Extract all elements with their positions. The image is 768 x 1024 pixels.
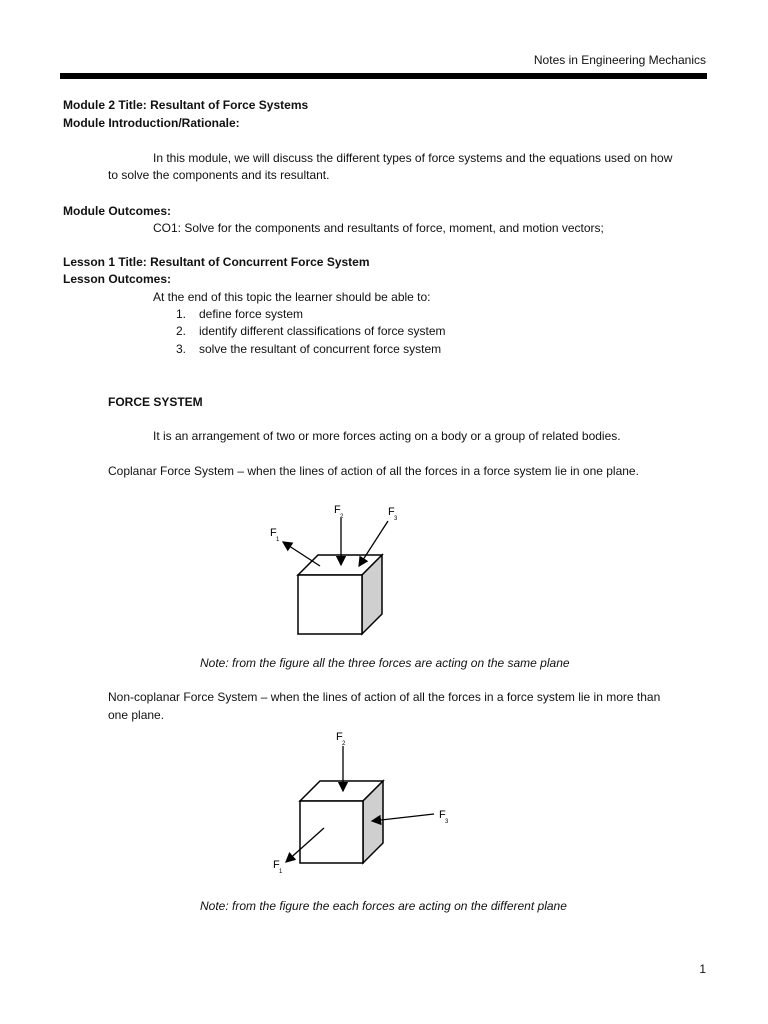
- coplanar-note: Note: from the figure all the three forces are acting on the same plane: [200, 656, 570, 670]
- noncoplanar-cube-figure: [260, 724, 460, 880]
- module-outcomes-heading: Module Outcomes:: [63, 204, 172, 218]
- force-label-f1: F: [273, 859, 280, 871]
- header-rule: [60, 73, 707, 79]
- list-item-number: 3.: [176, 342, 187, 356]
- list-item: identify different classifications of force system: [199, 324, 446, 338]
- lesson-title: Lesson 1 Title: Resultant of Concurrent Force System: [63, 255, 370, 269]
- coplanar-cube-figure: [255, 498, 415, 643]
- force-label-f2-sub: 2: [342, 741, 346, 747]
- force-label-f2-sub: 2: [340, 514, 344, 520]
- force-label-f1-sub: 1: [279, 869, 283, 875]
- module-title: Module 2 Title: Resultant of Force Systems: [63, 98, 309, 112]
- module-intro-line1: In this module, we will discuss the different types of force systems and the equations used on how: [153, 151, 673, 165]
- list-item-number: 2.: [176, 324, 187, 338]
- force-label-f1-sub: 1: [276, 537, 280, 543]
- module-intro-heading: Module Introduction/Rationale:: [63, 116, 240, 130]
- lesson-outcomes-intro: At the end of this topic the learner should be able to:: [153, 290, 431, 304]
- cube-front-face: [298, 575, 362, 634]
- force-arrow-f1: [283, 542, 320, 566]
- noncoplanar-definition-line2: one plane.: [108, 708, 165, 722]
- force-label-f2: F: [334, 504, 341, 516]
- noncoplanar-definition-line1: Non-coplanar Force System – when the lines of action of all the forces in a force system lie in more than: [108, 690, 661, 704]
- force-system-definition: It is an arrangement of two or more forces acting on a body or a group of related bodies.: [153, 429, 621, 443]
- lesson-outcomes-heading: Lesson Outcomes:: [63, 272, 172, 286]
- force-label-f3-sub: 3: [394, 516, 398, 522]
- force-label-f1: F: [270, 527, 277, 539]
- force-label-f3: F: [388, 506, 395, 518]
- force-label-f3: F: [439, 809, 446, 821]
- module-outcome-co1: CO1: Solve for the components and resultants of force, moment, and motion vectors;: [153, 221, 604, 235]
- force-label-f2: F: [336, 731, 343, 743]
- header-title: Notes in Engineering Mechanics: [533, 53, 706, 67]
- list-item: define force system: [199, 307, 304, 321]
- list-item-number: 1.: [176, 307, 187, 321]
- list-item: solve the resultant of concurrent force system: [199, 342, 442, 356]
- section-heading-force-system: FORCE SYSTEM: [108, 395, 203, 409]
- force-label-f3-sub: 3: [445, 819, 449, 825]
- coplanar-definition: Coplanar Force System – when the lines of action of all the forces in a force system lie in one plane.: [108, 464, 639, 478]
- module-intro-line2: to solve the components and its resultant.: [108, 168, 330, 182]
- noncoplanar-note: Note: from the figure the each forces are acting on the different plane: [200, 899, 567, 913]
- page-number: 1: [699, 962, 706, 976]
- cube-front-face: [300, 801, 363, 863]
